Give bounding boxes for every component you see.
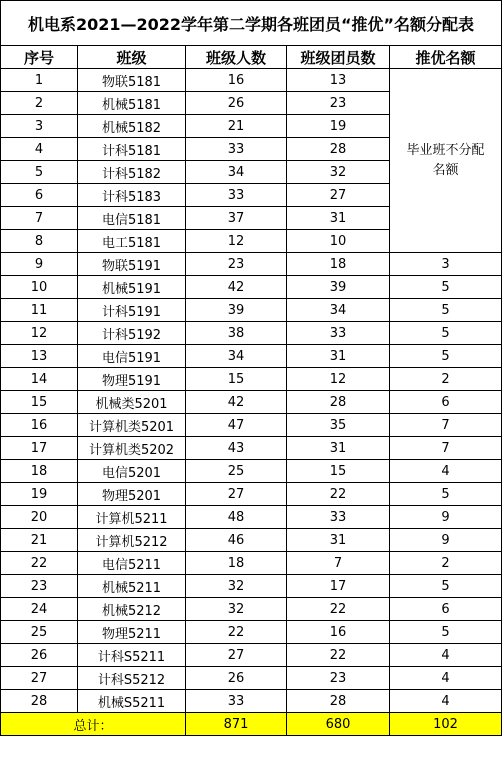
class-name-cell: 机械5191: [78, 276, 186, 299]
class-size-cell: 47: [186, 414, 287, 437]
row-number-cell: 16: [1, 414, 78, 437]
quota-cell: 5: [390, 621, 502, 644]
class-size-cell: 26: [186, 92, 287, 115]
row-number-cell: 13: [1, 345, 78, 368]
member-count-cell: 23: [287, 92, 390, 115]
table-row: [1, 667, 502, 690]
table-row: [1, 69, 502, 92]
class-size-cell: 37: [186, 207, 287, 230]
class-name-cell: 计科S5212: [78, 667, 186, 690]
class-size-cell: 34: [186, 345, 287, 368]
class-name-cell: 物联5181: [78, 69, 186, 92]
graduating-note-line1: 毕业班不分配: [406, 142, 485, 158]
table-row: [1, 621, 502, 644]
member-count-cell: 31: [287, 529, 390, 552]
total-label: 总计：: [1, 713, 186, 736]
class-size-cell: 16: [186, 69, 287, 92]
header-member-count: 班级团员数: [287, 46, 390, 69]
header-class-size: 班级人数: [186, 46, 287, 69]
class-size-cell: 23: [186, 253, 287, 276]
table-row: [1, 345, 502, 368]
row-number-cell: 21: [1, 529, 78, 552]
header-no: 序号: [1, 46, 78, 69]
class-size-cell: 27: [186, 644, 287, 667]
member-count-cell: 35: [287, 414, 390, 437]
quota-cell: 7: [390, 437, 502, 460]
class-size-cell: 33: [186, 138, 287, 161]
row-number-cell: 22: [1, 552, 78, 575]
class-name-cell: 电信5191: [78, 345, 186, 368]
row-number-cell: 6: [1, 184, 78, 207]
table-row: [1, 322, 502, 345]
member-count-cell: 22: [287, 644, 390, 667]
row-number-cell: 26: [1, 644, 78, 667]
class-name-cell: 计算机类5202: [78, 437, 186, 460]
class-size-cell: 38: [186, 322, 287, 345]
row-number-cell: 5: [1, 161, 78, 184]
class-name-cell: 计科5181: [78, 138, 186, 161]
quota-cell: 4: [390, 644, 502, 667]
class-name-cell: 计科S5211: [78, 644, 186, 667]
table-row: [1, 368, 502, 391]
total-quota: 102: [390, 713, 502, 736]
member-count-cell: 23: [287, 667, 390, 690]
row-number-cell: 18: [1, 460, 78, 483]
row-number-cell: 28: [1, 690, 78, 713]
member-count-cell: 28: [287, 690, 390, 713]
class-size-cell: 21: [186, 115, 287, 138]
class-name-cell: 机械5212: [78, 598, 186, 621]
class-name-cell: 电信5181: [78, 207, 186, 230]
row-number-cell: 12: [1, 322, 78, 345]
row-number-cell: 10: [1, 276, 78, 299]
graduating-note-line2: 名额: [432, 162, 459, 178]
row-number-cell: 24: [1, 598, 78, 621]
class-size-cell: 26: [186, 667, 287, 690]
row-number-cell: 9: [1, 253, 78, 276]
quota-cell: 4: [390, 460, 502, 483]
table-row: [1, 598, 502, 621]
quota-cell: 6: [390, 598, 502, 621]
quota-cell: 4: [390, 667, 502, 690]
class-size-cell: 27: [186, 483, 287, 506]
table-row: [1, 253, 502, 276]
class-name-cell: 计科5192: [78, 322, 186, 345]
row-number-cell: 27: [1, 667, 78, 690]
row-number-cell: 25: [1, 621, 78, 644]
row-number-cell: 1: [1, 69, 78, 92]
quota-cell: 4: [390, 690, 502, 713]
member-count-cell: 12: [287, 368, 390, 391]
member-count-cell: 33: [287, 322, 390, 345]
quota-cell: 7: [390, 414, 502, 437]
row-number-cell: 7: [1, 207, 78, 230]
quota-cell: 2: [390, 368, 502, 391]
member-count-cell: 28: [287, 138, 390, 161]
class-size-cell: 39: [186, 299, 287, 322]
class-name-cell: 物理5201: [78, 483, 186, 506]
class-size-cell: 33: [186, 184, 287, 207]
member-count-cell: 18: [287, 253, 390, 276]
header-quota: 推优名额: [390, 46, 502, 69]
row-number-cell: 20: [1, 506, 78, 529]
table-row: [1, 483, 502, 506]
member-count-cell: 34: [287, 299, 390, 322]
total-member-count: 680: [287, 713, 390, 736]
class-size-cell: 34: [186, 161, 287, 184]
member-count-cell: 31: [287, 207, 390, 230]
table-row: [1, 460, 502, 483]
quota-cell: 3: [390, 253, 502, 276]
header-row: [1, 46, 502, 69]
class-name-cell: 物理5191: [78, 368, 186, 391]
class-size-cell: 33: [186, 690, 287, 713]
class-size-cell: 15: [186, 368, 287, 391]
member-count-cell: 33: [287, 506, 390, 529]
quota-cell: 5: [390, 276, 502, 299]
class-name-cell: 计算机5212: [78, 529, 186, 552]
member-count-cell: 22: [287, 598, 390, 621]
member-count-cell: 15: [287, 460, 390, 483]
table-row: [1, 299, 502, 322]
table-row: [1, 391, 502, 414]
member-count-cell: 16: [287, 621, 390, 644]
member-count-cell: 39: [287, 276, 390, 299]
table-row: [1, 437, 502, 460]
quota-cell: 6: [390, 391, 502, 414]
class-size-cell: 42: [186, 276, 287, 299]
class-name-cell: 机械5181: [78, 92, 186, 115]
class-name-cell: 物联5191: [78, 253, 186, 276]
member-count-cell: 28: [287, 391, 390, 414]
row-number-cell: 4: [1, 138, 78, 161]
member-count-cell: 31: [287, 437, 390, 460]
member-count-cell: 7: [287, 552, 390, 575]
member-count-cell: 27: [287, 184, 390, 207]
class-size-cell: 18: [186, 552, 287, 575]
row-number-cell: 15: [1, 391, 78, 414]
row-number-cell: 23: [1, 575, 78, 598]
class-size-cell: 43: [186, 437, 287, 460]
row-number-cell: 14: [1, 368, 78, 391]
class-size-cell: 32: [186, 575, 287, 598]
table-title: 机电系2021—2022学年第二学期各班团员“推优”名额分配表: [1, 1, 502, 46]
row-number-cell: 19: [1, 483, 78, 506]
quota-cell: 5: [390, 299, 502, 322]
table-row: [1, 690, 502, 713]
class-name-cell: 机械S5211: [78, 690, 186, 713]
graduating-note-cell: [390, 69, 502, 253]
title-row: [1, 1, 502, 46]
quota-cell: 9: [390, 506, 502, 529]
total-row: [1, 713, 502, 736]
table-row: [1, 276, 502, 299]
quota-cell: 2: [390, 552, 502, 575]
class-name-cell: 机械5211: [78, 575, 186, 598]
table-row: [1, 529, 502, 552]
row-number-cell: 17: [1, 437, 78, 460]
row-number-cell: 2: [1, 92, 78, 115]
row-number-cell: 11: [1, 299, 78, 322]
class-name-cell: 计科5183: [78, 184, 186, 207]
quota-cell: 5: [390, 345, 502, 368]
class-size-cell: 48: [186, 506, 287, 529]
class-name-cell: 计科5191: [78, 299, 186, 322]
quota-cell: 9: [390, 529, 502, 552]
member-count-cell: 10: [287, 230, 390, 253]
class-size-cell: 32: [186, 598, 287, 621]
member-count-cell: 19: [287, 115, 390, 138]
quota-cell: 5: [390, 483, 502, 506]
class-name-cell: 物理5211: [78, 621, 186, 644]
header-class: 班级: [78, 46, 186, 69]
quota-cell: 5: [390, 322, 502, 345]
class-size-cell: 25: [186, 460, 287, 483]
member-count-cell: 32: [287, 161, 390, 184]
class-name-cell: 计算机5211: [78, 506, 186, 529]
table-row: [1, 414, 502, 437]
class-name-cell: 计算机类5201: [78, 414, 186, 437]
member-count-cell: 17: [287, 575, 390, 598]
class-name-cell: 机械类5201: [78, 391, 186, 414]
row-number-cell: 8: [1, 230, 78, 253]
table-row: [1, 552, 502, 575]
total-class-size: 871: [186, 713, 287, 736]
member-count-cell: 13: [287, 69, 390, 92]
class-size-cell: 42: [186, 391, 287, 414]
class-name-cell: 计科5182: [78, 161, 186, 184]
class-size-cell: 22: [186, 621, 287, 644]
row-number-cell: 3: [1, 115, 78, 138]
table-row: [1, 506, 502, 529]
class-size-cell: 12: [186, 230, 287, 253]
table-row: [1, 575, 502, 598]
member-count-cell: 22: [287, 483, 390, 506]
class-name-cell: 机械5182: [78, 115, 186, 138]
class-name-cell: 电信5201: [78, 460, 186, 483]
class-name-cell: 电工5181: [78, 230, 186, 253]
quota-cell: 5: [390, 575, 502, 598]
member-count-cell: 31: [287, 345, 390, 368]
class-name-cell: 电信5211: [78, 552, 186, 575]
class-size-cell: 46: [186, 529, 287, 552]
table-row: [1, 644, 502, 667]
